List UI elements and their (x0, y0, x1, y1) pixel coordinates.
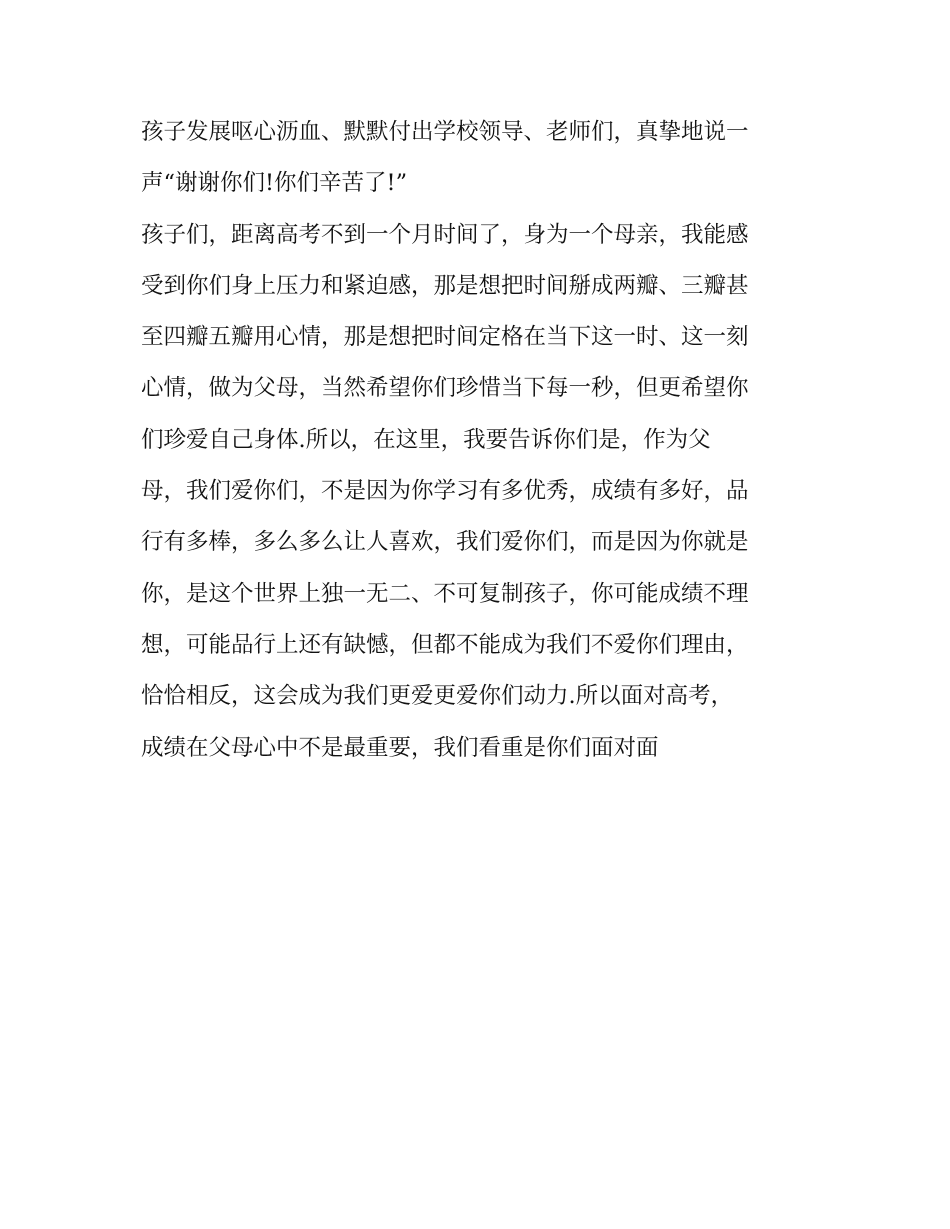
text-line-6: 心情，做为父母，当然希望你们珍惜当下每一秒，但更希望你 (141, 375, 749, 402)
text-line-1: 孩子发展呕心沥血、默默付出学校领导、老师们，真挚地说一 (141, 119, 749, 145)
text-line-8: 母，我们爱你们，不是因为你学习有多优秀，成绩有多好，品 (141, 478, 749, 505)
text-line-4: 受到你们身上压力和紧迫感，那是想把时间掰成两瓣、三瓣甚 (141, 272, 749, 299)
text-line-13: 成绩在父母心中不是最重要，我们看重是你们面对面 (141, 734, 659, 761)
text-line-2: 声“谢谢你们!你们辛苦了!” (141, 170, 408, 197)
text-line-7: 们珍爱自己身体.所以，在这里，我要告诉你们是，作为父 (141, 426, 711, 453)
text-line-11: 想，可能品行上还有缺憾，但都不能成为我们不爱你们理由， (141, 631, 749, 658)
text-line-12: 恰恰相反，这会成为我们更爱更爱你们动力.所以面对高考， (141, 683, 734, 710)
text-line-3: 孩子们，距离高考不到一个月时间了，身为一个母亲，我能感 (141, 221, 749, 248)
text-line-10: 你，是这个世界上独一无二、不可复制孩子，你可能成绩不理 (141, 580, 749, 607)
text-line-5: 至四瓣五瓣用心情，那是想把时间定格在当下这一时、这一刻 (141, 324, 749, 351)
body-text (141, 107, 821, 774)
text-line-9: 行有多棒，多么多么让人喜欢，我们爱你们，而是因为你就是 (141, 529, 749, 556)
